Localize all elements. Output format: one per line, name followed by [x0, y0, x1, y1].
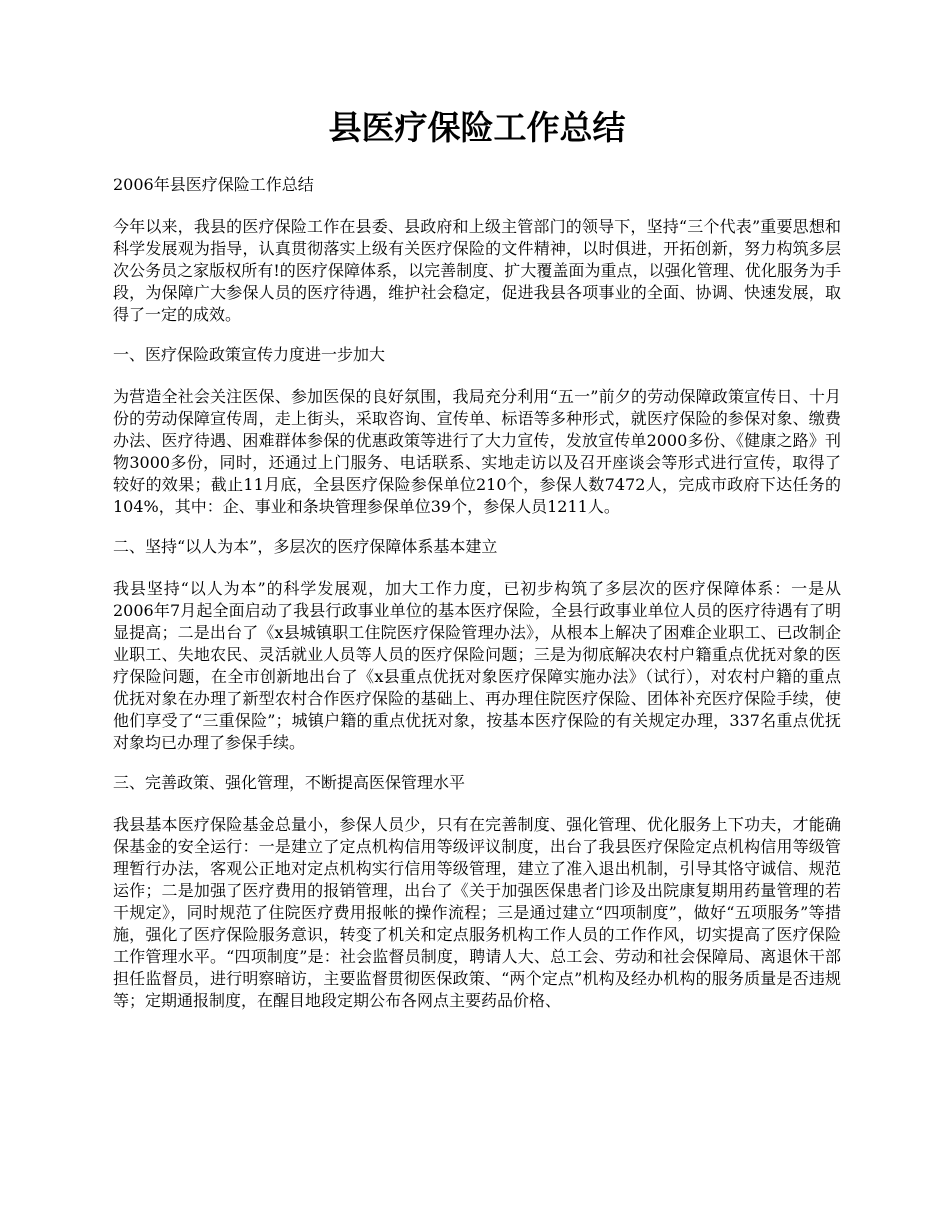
document-page [113, 108, 841, 1030]
section-3-heading: 三、完善政策、强化管理，不断提高医保管理水平 [113, 772, 466, 792]
section-2-paragraph: 我县坚持“以人为本”的科学发展观，加大工作力度，已初步构筑了多层次的医疗保障体系：一是从2006年7月起全面启动了我县行政事业单位的基本医疗保险，全县行政事业单位人员的医疗待遇有了明显提高；二是出台了《x县城镇职工住院医疗保险管理办法》，从根本上解决了困难企业职工、已改制企业职工、失地农民、灵活就业人员等人员的医疗保险问题；三是为彻底解决农村户籍重点优抚对象的医疗保险问题，在全市创新地出台了《x县重点优抚对象医疗保障实施办法》（试行），对农村户籍的重点优抚对象在办理了新型农村合作医疗保险的基础上、再办理住院医疗保险、团体补充医疗保险手续，使他们享受了“三重保险”；城镇户籍的重点优抚对象，按基本医疗保险的有关规定办理，337名重点优抚对象均已办理了参保手续。 [113, 578, 841, 752]
document-subtitle: 2006年县医疗保险工作总结 [113, 174, 314, 194]
section-3-paragraph: 我县基本医疗保险基金总量小，参保人员少，只有在完善制度、强化管理、优化服务上下功夫，才能确保基金的安全运行：一是建立了定点机构信用等级评议制度，出台了我县医疗保险定点机构信用等级管理暂行办法，客观公正地对定点机构实行信用等级管理，建立了准入退出机制，引导其恪守诚信、规范运作；二是加强了医疗费用的报销管理，出台了《关于加强医保患者门诊及出院康复期用药量管理的若干规定》，同时规范了住院医疗费用报帐的操作流程；三是通过建立“四项制度”，做好“五项服务”等措施，强化了医疗保险服务意识，转变了机关和定点服务机构工作人员的工作作风，切实提高了医疗保险工作管理水平。“四项制度”是：社会监督员制度，聘请人大、总工会、劳动和社会保障局、离退休干部担任监督员，进行明察暗访，主要监督贯彻医保政策、“两个定点”机构及经办机构的服务质量是否违规等；定期通报制度，在醒目地段定期公布各网点主要药品价格、 [113, 814, 841, 1010]
section-2-heading: 二、坚持“以人为本”，多层次的医疗保障体系基本建立 [113, 536, 498, 556]
section-1-paragraph: 为营造全社会关注医保、参加医保的良好氛围，我局充分利用“五一”前夕的劳动保障政策宣传日、十月份的劳动保障宣传周，走上街头，采取咨询、宣传单、标语等多种形式，就医疗保险的参保对象、缴费办法、医疗待遇、困难群体参保的优惠政策等进行了大力宣传，发放宣传单2000多份、《健康之路》刊物3000多份，同时，还通过上门服务、电话联系、实地走访以及召开座谈会等形式进行宣传，取得了较好的效果；截止11月底，全县医疗保险参保单位210个，参保人数7472人，完成市政府下达任务的104%，其中：企、事业和条块管理参保单位39个，参保人员1211人。 [113, 386, 841, 516]
section-1-heading: 一、医疗保险政策宣传力度进一步加大 [113, 344, 386, 364]
intro-paragraph: 今年以来，我县的医疗保险工作在县委、县政府和上级主管部门的领导下，坚持“三个代表”重要思想和科学发展观为指导，认真贯彻落实上级有关医疗保险的文件精神，以时俱进，开拓创新，努力构筑多层次公务员之家版权所有!的医疗保障体系，以完善制度、扩大覆盖面为重点，以强化管理、优化服务为手段，为保障广大参保人员的医疗待遇，维护社会稳定，促进我县各项事业的全面、协调、快速发展，取得了一定的成效。 [113, 216, 841, 324]
document-title: 县医疗保险工作总结 [328, 108, 626, 147]
